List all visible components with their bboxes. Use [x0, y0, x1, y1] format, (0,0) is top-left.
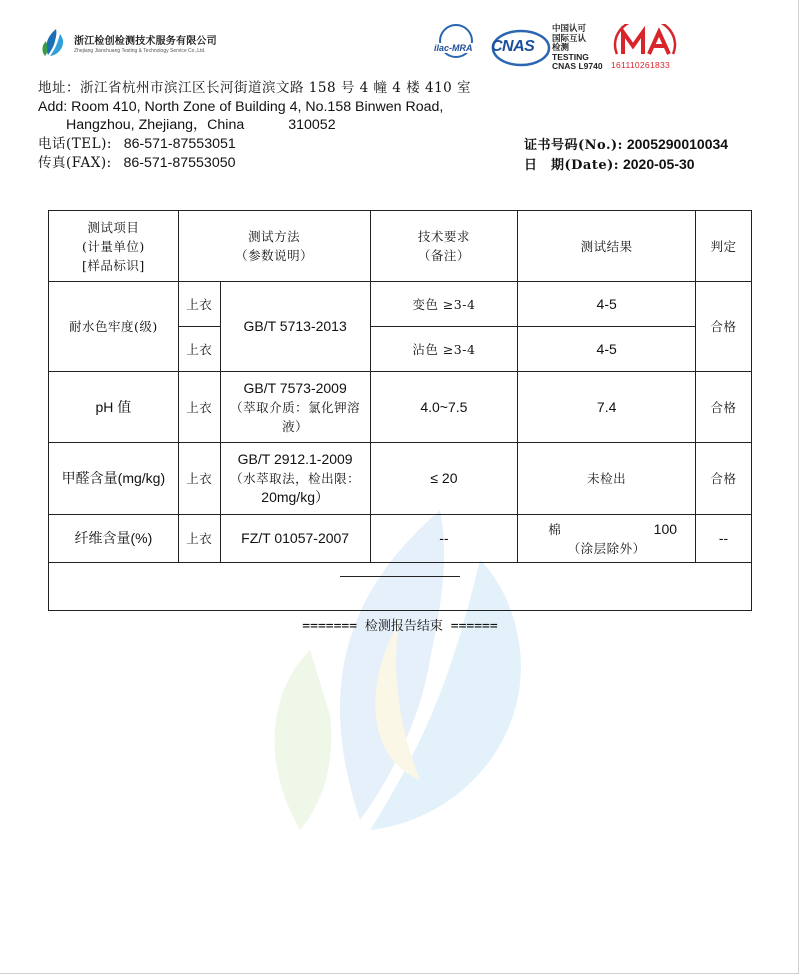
- zip-code: 310052: [288, 117, 336, 134]
- result-cell: 未检出: [518, 443, 696, 515]
- sample-cell: 上衣: [178, 372, 220, 443]
- tel-number: 86-571-87553051: [123, 136, 236, 153]
- fax-label: 传真(FAX):: [38, 154, 112, 171]
- table-header-row: [49, 211, 752, 282]
- cnas-logo: CNAS: [491, 26, 551, 68]
- tel-label: 电话(TEL):: [38, 136, 112, 153]
- ma-seal-icon: [611, 24, 679, 60]
- test-results-table: [48, 210, 752, 611]
- address-en-2: Hangzhou, Zhejiang，China: [66, 117, 245, 134]
- result-cell: 4-5: [518, 282, 696, 327]
- report-end-text: ======= 检测报告结束 ======: [302, 619, 498, 634]
- table-row: [49, 515, 752, 563]
- verdict-cell: 合格: [696, 443, 752, 515]
- sample-cell: 上衣: [178, 327, 220, 372]
- verdict-cell: 合格: [696, 282, 752, 372]
- sample-cell: 上衣: [178, 515, 220, 563]
- header-requirement: 技术要求 （备注）: [370, 211, 518, 282]
- header-method: 测试方法 （参数说明）: [178, 211, 370, 282]
- sample-cell: 上衣: [178, 443, 220, 515]
- method-cell: FZ/T 01057-2007: [220, 515, 370, 563]
- requirement-cell: 沾色 ≥3-4: [370, 327, 518, 372]
- end-divider: [340, 576, 460, 577]
- address-en-1: Add: Room 410, North Zone of Building 4, No.158 Binwen Road,: [38, 98, 444, 115]
- sample-cell: 上衣: [178, 282, 220, 327]
- address-block: [38, 79, 471, 173]
- company-logo: [38, 28, 217, 58]
- result-cell: 4-5: [518, 327, 696, 372]
- method-cell: GB/T 5713-2013: [220, 282, 370, 372]
- item-fiber-content: 纤维含量(%): [49, 515, 179, 563]
- cnas-info: 中国认可 国际互认 检测 TESTING CNAS L9740: [552, 23, 603, 71]
- requirement-cell: 变色 ≥3-4: [370, 282, 518, 327]
- requirement-cell: ≤ 20: [370, 443, 518, 515]
- company-name-cn: 浙江检创检测技术服务有限公司: [74, 36, 217, 47]
- table-row: [49, 282, 752, 327]
- ilac-mra-logo: ilac-MRA: [433, 24, 483, 70]
- address-cn: 地址：浙江省杭州市滨江区长河街道滨文路 158 号 4 幢 4 楼 410 室: [38, 80, 472, 96]
- verdict-cell: 合格: [696, 372, 752, 443]
- report-info: [524, 135, 728, 175]
- ma-logo: [611, 24, 679, 72]
- result-cell: 棉 100 （涂层除外）: [518, 515, 696, 563]
- company-name-en: Zhejiang Jianchuang Testing & Technology Service Co.,Ltd.: [74, 48, 206, 54]
- cert-label: 证书号码(No.):: [524, 138, 623, 153]
- header-verdict: 判定: [696, 211, 752, 282]
- method-cell: GB/T 2912.1-2009 （水萃取法，检出限： 20mg/kg）: [220, 443, 370, 515]
- requirement-cell: --: [370, 515, 518, 563]
- item-ph: pH 值: [49, 372, 179, 443]
- date-label: 日 期(Date):: [524, 158, 620, 173]
- verdict-cell: --: [696, 515, 752, 563]
- table-row: [49, 372, 752, 443]
- table-row: [49, 443, 752, 515]
- item-color-fastness: 耐水色牢度(级): [49, 282, 179, 372]
- header-item: 测试项目 (计量单位) [样品标识]: [49, 211, 179, 282]
- cert-number: 2005290010034: [626, 136, 729, 152]
- result-cell: 7.4: [518, 372, 696, 443]
- table-blank-row: [49, 563, 752, 611]
- header-result: 测试结果: [518, 211, 696, 282]
- company-logo-icon: [38, 28, 70, 58]
- report-date: 2020-05-30: [622, 156, 695, 172]
- fax-number: 86-571-87553050: [123, 154, 236, 171]
- method-cell: GB/T 7573-2009 （萃取介质：氯化钾溶 液）: [220, 372, 370, 443]
- ma-number: 161110261833: [611, 60, 671, 70]
- requirement-cell: 4.0~7.5: [370, 372, 518, 443]
- item-formaldehyde: 甲醛含量(mg/kg): [49, 443, 179, 515]
